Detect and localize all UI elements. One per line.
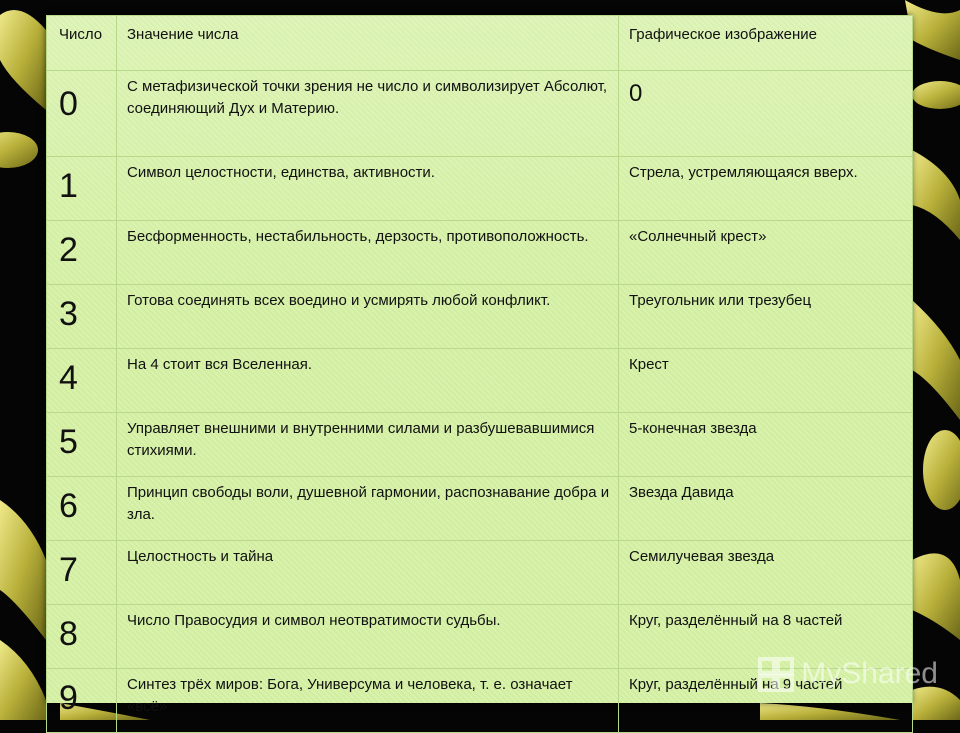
row-glyph: Семилучевая звезда <box>619 541 913 605</box>
row-glyph: Звезда Давида <box>619 477 913 541</box>
row-meaning: Число Правосудия и символ неотвратимости судьбы. <box>117 605 619 669</box>
row-glyph: «Солнечный крест» <box>619 221 913 285</box>
table-row <box>47 541 913 605</box>
row-meaning: С метафизической точки зрения не число и символизирует Абсолют, соединяющий Дух и Материю. <box>117 71 619 157</box>
table-row <box>47 221 913 285</box>
table-row <box>47 477 913 541</box>
row-glyph: Стрела, устремляющаяся вверх. <box>619 157 913 221</box>
watermark <box>757 656 938 692</box>
row-meaning: Синтез трёх миров: Бога, Универсума и человека, т. е. означает «всё» <box>117 669 619 733</box>
row-number: 5 <box>47 413 117 477</box>
header-number: Число <box>47 16 117 71</box>
table-row <box>47 349 913 413</box>
row-meaning: Принцип свободы воли, душевной гармонии, распознавание добра и зла. <box>117 477 619 541</box>
row-number: 9 <box>47 669 117 733</box>
row-meaning: Символ целостности, единства, активности. <box>117 157 619 221</box>
header-meaning: Значение числа <box>117 16 619 71</box>
row-number: 8 <box>47 605 117 669</box>
header-glyph: Графическое изображение <box>619 16 913 71</box>
table-row <box>47 71 913 157</box>
table-row <box>47 413 913 477</box>
myshared-logo-icon <box>757 656 795 692</box>
numerology-table-panel <box>46 15 912 717</box>
row-meaning: Бесформенность, нестабильность, дерзость, противоположность. <box>117 221 619 285</box>
watermark-text: MyShared <box>801 657 938 690</box>
row-glyph: Круг, разделённый на 9 частей <box>619 669 913 733</box>
row-number: 0 <box>47 71 117 157</box>
table-row <box>47 157 913 221</box>
row-glyph: 0 <box>619 71 913 157</box>
row-meaning: Управляет внешними и внутренними силами и разбушевавшимися стихиями. <box>117 413 619 477</box>
row-glyph: Треугольник или трезубец <box>619 285 913 349</box>
numerology-table <box>46 15 913 733</box>
row-glyph: 5-конечная звезда <box>619 413 913 477</box>
row-number: 6 <box>47 477 117 541</box>
table-header-row <box>47 16 913 71</box>
row-meaning: Готова соединять всех воедино и усмирять любой конфликт. <box>117 285 619 349</box>
row-number: 7 <box>47 541 117 605</box>
row-meaning: Целостность и тайна <box>117 541 619 605</box>
row-glyph: Круг, разделённый на 8 частей <box>619 605 913 669</box>
row-number: 4 <box>47 349 117 413</box>
row-meaning: На 4 стоит вся Вселенная. <box>117 349 619 413</box>
row-number: 3 <box>47 285 117 349</box>
row-number: 2 <box>47 221 117 285</box>
table-row <box>47 285 913 349</box>
row-number: 1 <box>47 157 117 221</box>
row-glyph: Крест <box>619 349 913 413</box>
